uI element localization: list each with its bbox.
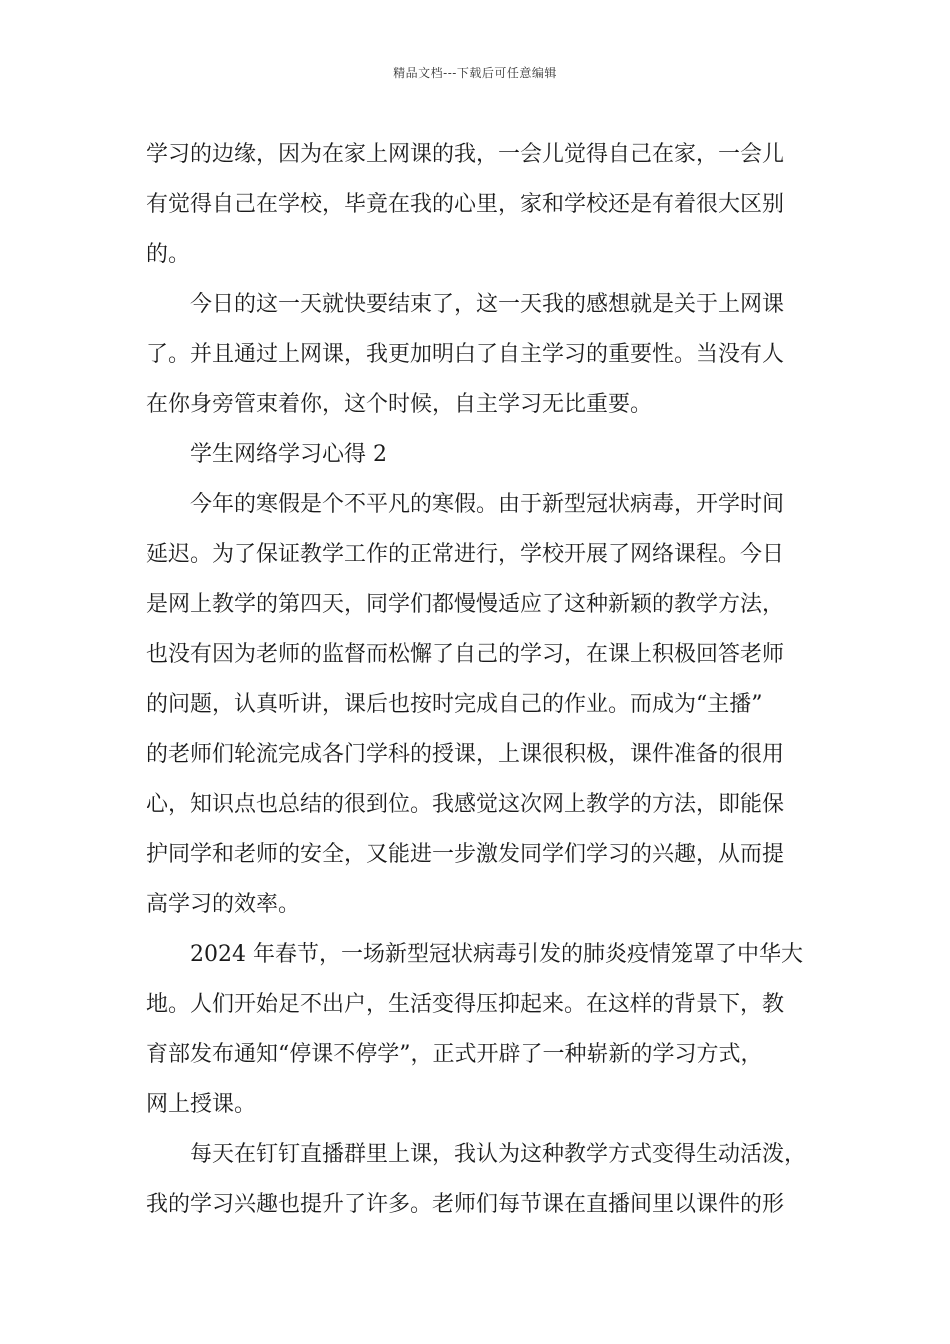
text-line: 的。 [146,242,191,267]
text-line: 今日的这一天就快要结束了，这一天我的感想就是关于上网课 [190,292,785,317]
document-body [146,130,816,1230]
text-line: 是网上教学的第四天，同学们都慢慢适应了这种新颖的教学方法， [146,592,785,617]
text-line: 延迟。为了保证教学工作的正常进行，学校开展了网络课程。今日 [146,542,785,567]
text-line: 也没有因为老师的监督而松懈了自己的学习，在课上积极回答老师 [146,642,785,667]
text-line: 护同学和老师的安全，又能进一步激发同学们学习的兴趣，从而提 [146,842,785,867]
text-line: 高学习的效率。 [146,892,301,917]
text-line: 在你身旁管束着你，这个时候，自主学习无比重要。 [146,392,653,417]
text-line: 了。并且通过上网课，我更加明白了自主学习的重要性。当没有人 [146,342,785,367]
text-line: 的老师们轮流完成各门学科的授课，上课很积极，课件准备的很用 [146,742,785,767]
text-line: 的问题，认真听讲，课后也按时完成自己的作业。而成为“主播” [146,692,763,717]
text-line: 今年的寒假是个不平凡的寒假。由于新型冠状病毒，开学时间 [190,492,785,517]
text-line: 心，知识点也总结的很到位。我感觉这次网上教学的方法，即能保 [146,792,785,817]
text-line: 网上授课。 [146,1092,257,1117]
text-line: 有觉得自己在学校，毕竟在我的心里，家和学校还是有着很大区别 [146,192,785,217]
text-line: 2024 年春节，一场新型冠状病毒引发的肺炎疫情笼罩了中华大 [190,942,803,967]
section-heading: 学生网络学习心得 2 [190,442,387,467]
text-line: 育部发布通知“停课不停学”，正式开辟了一种崭新的学习方式， [146,1042,763,1067]
text-line: 我的学习兴趣也提升了许多。老师们每节课在直播间里以课件的形 [146,1192,785,1217]
text-line: 学习的边缘，因为在家上网课的我，一会儿觉得自己在家，一会儿 [146,142,785,167]
page-header: 精品文档---下载后可任意编辑 [393,66,557,80]
text-line: 地。人们开始足不出户，生活变得压抑起来。在这样的背景下，教 [146,992,785,1017]
text-line: 每天在钉钉直播群里上课，我认为这种教学方式变得生动活泼， [190,1142,807,1167]
